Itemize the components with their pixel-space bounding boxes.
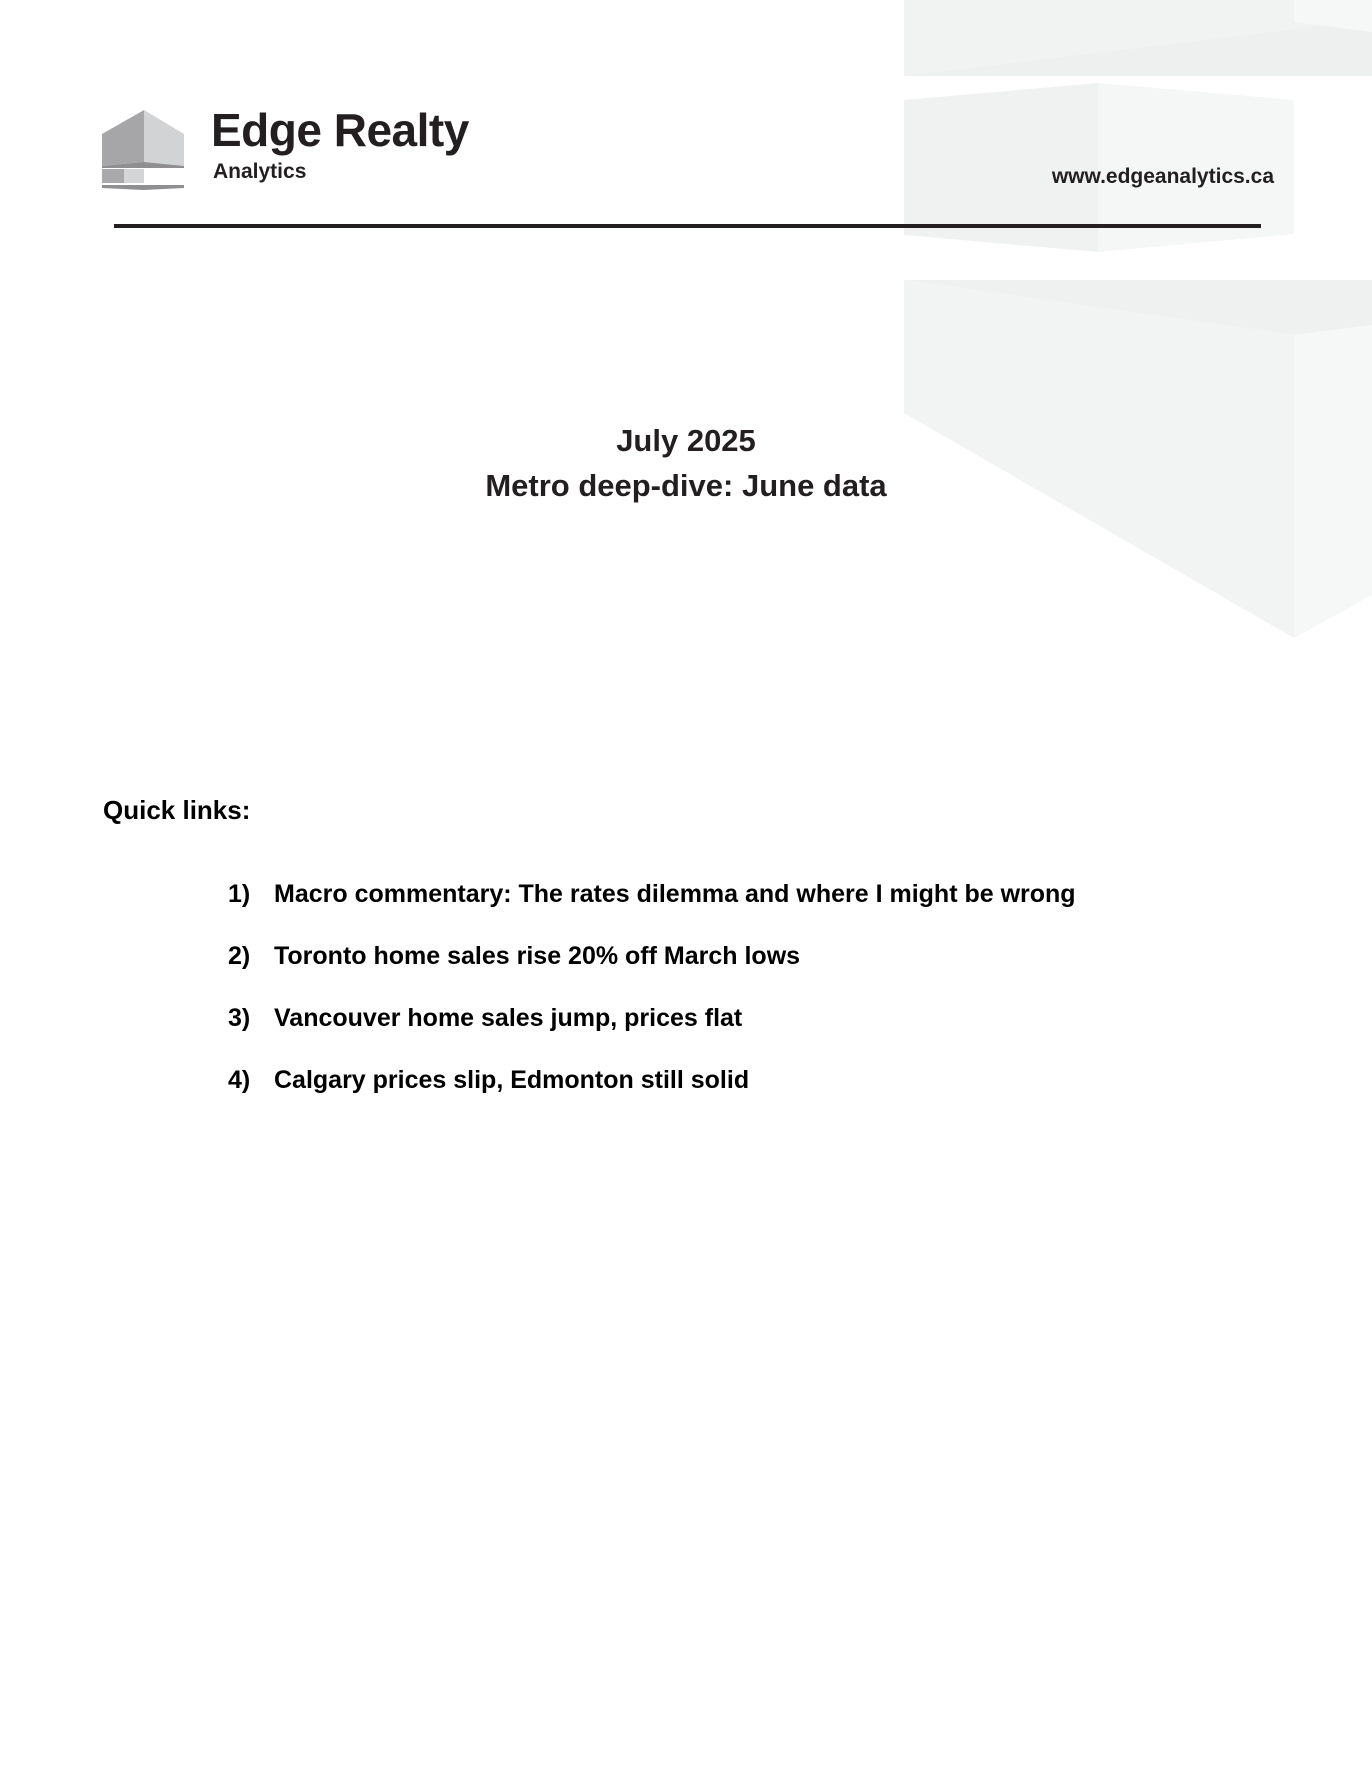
quick-link-number: 1) (228, 880, 251, 908)
quick-link-number: 3) (228, 1004, 251, 1032)
quick-link-number: 4) (228, 1066, 251, 1094)
quick-link-toronto[interactable]: Toronto home sales rise 20% off March lows (274, 942, 801, 970)
quick-links-heading: Quick links: (103, 795, 251, 825)
logo-base (100, 100, 184, 196)
quick-links-list (228, 880, 1076, 1128)
header-divider (114, 224, 1261, 228)
quick-link-number: 2) (228, 942, 251, 970)
quick-link-item[interactable] (228, 1066, 1076, 1128)
brand-name: Edge Realty (211, 104, 469, 156)
quick-link-macro-commentary[interactable]: Macro commentary: The rates dilemma and where I might be wrong (274, 880, 1076, 908)
report-title (0, 418, 1372, 508)
brand-subtitle: Analytics (213, 160, 307, 183)
report-date: July 2025 (616, 423, 756, 458)
report-subtitle: Metro deep-dive: June data (485, 468, 887, 503)
quick-link-vancouver[interactable]: Vancouver home sales jump, prices flat (274, 1004, 743, 1032)
quick-link-item[interactable] (228, 1004, 1076, 1066)
website-url: www.edgeanalytics.ca (1051, 165, 1274, 188)
quick-link-item[interactable] (228, 880, 1076, 942)
quick-link-calgary-edmonton[interactable]: Calgary prices slip, Edmonton still solid (274, 1066, 750, 1094)
background-decoration (0, 0, 1372, 700)
quick-link-item[interactable] (228, 942, 1076, 1004)
